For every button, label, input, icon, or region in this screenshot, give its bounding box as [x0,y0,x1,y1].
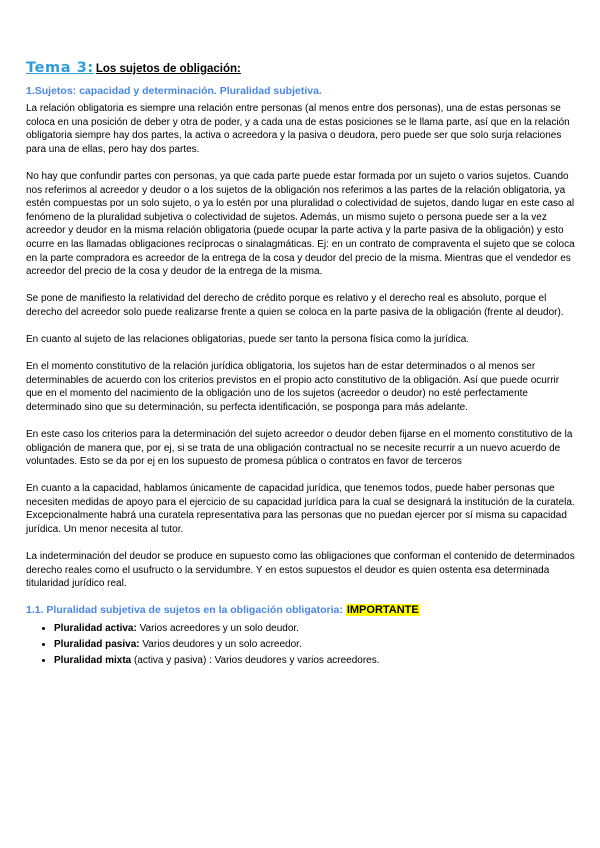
list-item [54,654,575,668]
list-item [54,622,575,636]
title-topic-text: Los sujetos de obligación: [95,63,241,75]
bullet-lead: Pluralidad pasiva: [54,639,140,651]
bullet-lead: Pluralidad activa: [54,623,137,634]
paragraph-5: En el momento constitutivo de la relación jurídica obligatoria, los sujetos han de estar determinados o al menos ser determinables de acuerdo con los criterios previstos en el propio acto constitutivo de la obligación. Así que puede ocurrir que en el momento del nacimiento de la obligación uno de los sujetos (acreedor o deudor) no esté perfectamente determinado sino que su determinación, su perfecta identificación, se posponga para más adelante. [26,361,560,413]
paragraph-1: La relación obligatoria es siempre una relación entre personas (al menos entre dos personas), una de estas personas se coloca en una posición de deber y otra de poder, y a cada una de estas posiciones se le llama parte, así que en la relación obligatoria siempre hay dos partes, la activa o acreedora y la pasiva o deudora, pero puede ser que solo surja relaciones para una de ellas, pero hay dos partes. [26,103,570,155]
list-item [54,638,575,652]
section-1-heading: 1.Sujetos: capacidad y determinación. Pluralidad subjetiva. [26,84,322,97]
section-1-1-heading [26,604,575,618]
section-1-1-heading-text: 1.1. Pluralidad subjetiva de sujetos en la obligación obligatoria: [26,604,343,617]
paragraph-4: En cuanto al sujeto de las relaciones obligatorias, puede ser tanto la persona física como la jurídica. [26,334,470,345]
paragraph-7: En cuanto a la capacidad, hablamos únicamente de capacidad jurídica, que tenemos todos, puede haber personas que necesiten medidas de apoyo para el ejercicio de su capacidad jurídica para la cual se designará la institución de la curatela. Excepcionalmente habrá una curatela representativa para las personas que no puedan ejercer por sí misma su capacidad jurídica. Un menor necesita al tutor. [26,483,575,536]
title-topic-number: Tema 3: [26,60,94,76]
page-title [26,60,575,77]
important-highlight: IMPORTANTE [346,604,419,617]
paragraph-6: En este caso los criterios para la determinación del sujeto acreedor o deudor deben fijarse en el momento constitutivo de la obligación de manera que, por ej, si se trata de una obligación contractual no se necesite recurrir a un nuevo acuerdo de voluntades. Esto se da por ej en los supuesto de promesa pública o contratos en favor de terceros [26,428,573,468]
paragraph-3: Se pone de manifiesto la relatividad del derecho de crédito porque es relativo y el derecho real es absoluto, porque el derecho del acreedor solo puede realizarse frente a quien se coloca en la parte pasiva de la obligación (frente al deudor). [26,293,564,318]
paragraph-8: La indeterminación del deudor se produce en supuesto como las obligaciones que conforman el contenido de determinados derecho reales como el usufructo o la servidumbre. Y en estos supuestos el deudor es quien ostenta esa determinada titularidad jurídico real. [26,551,575,590]
paragraph-2: No hay que confundir partes con personas, ya que cada parte puede estar formada por un sujeto o varios sujetos. Cuando nos referimos al acreedor y deudor o a los sujetos de la obligación nos referimos a las partes de la relación obligatoria, ya estén compuestas por un solo sujeto, o ya lo estén por una pluralidad o colectividad de sujetos, dando lugar en este caso al fenómeno de la pluralidad subjetiva o colectividad de sujetos. Además, un mismo sujeto o persona puede ser a la vez acreedor y deudor en la misma relación obligatoria (puede ocupar la parte activa y la parte pasiva de la obligación) y esto ocurre en las llamadas obligaciones recíprocas o sinalagmáticas. Ej: en un contrato de compraventa el sujeto que se coloca en la parte compradora es acreedor de la entrega de la cosa y deudor del precio de la misma. Mientras que el vendedor es acreedor del precio de la cosa y deudor de la entrega de la misma. [26,171,575,278]
bullet-list [34,622,575,668]
bullet-text: (activa y pasiva) : Varios deudores y varios acreedores. [131,655,380,667]
bullet-lead: Pluralidad mixta [54,655,132,667]
bullet-text: Varios deudores y un solo acreedor. [139,639,302,651]
bullet-text: Varios acreedores y un solo deudor. [136,623,299,634]
